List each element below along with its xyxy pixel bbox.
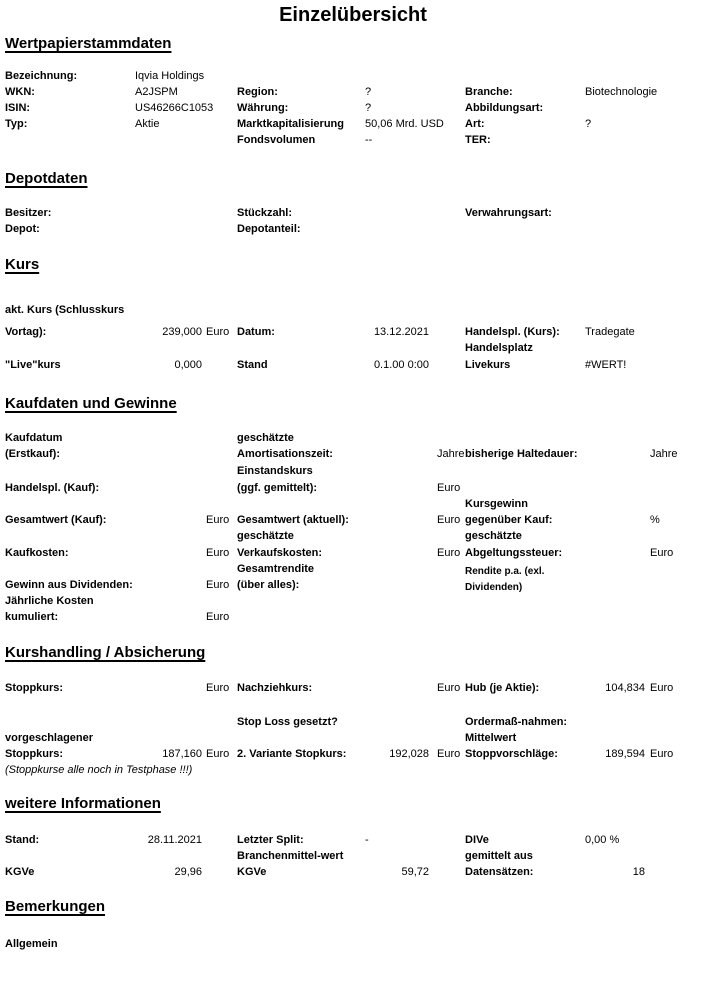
section-heading-kaufdaten: Kaufdaten und Gewinne: [5, 395, 177, 412]
kaufdatum-label-line1: Kaufdatum: [5, 432, 63, 444]
livekurs-label: "Live"kurs: [5, 359, 61, 371]
einstandskurs-unit: Euro: [437, 482, 461, 494]
jaehrliche-kosten-label-line2: kumuliert:: [5, 611, 59, 623]
dive-value: 0,00 %: [585, 834, 620, 846]
verkaufskosten-label: Verkaufskosten:: [237, 547, 322, 559]
stoppvorschlaege-unit: Euro: [650, 748, 674, 760]
schlusskurs-unit: Euro: [206, 326, 230, 338]
haltedauer-label: bisherige Haltedauer:: [465, 448, 578, 460]
handelsplatz-kurs-label: Handelspl. (Kurs):: [465, 326, 560, 338]
kaufkosten-label: Kaufkosten:: [5, 547, 69, 559]
section-heading-depotdaten: Depotdaten: [5, 170, 88, 187]
hub-unit: Euro: [650, 682, 674, 694]
gesamtwert-aktuell-label-line2: geschätzte: [237, 530, 294, 542]
rendite-pa-label-line1: Rendite p.a. (exl.: [465, 566, 545, 577]
jaehrliche-kosten-unit: Euro: [206, 611, 230, 623]
livekurs2-label: Livekurs: [465, 359, 511, 371]
isin-value: US46266C1053: [135, 102, 214, 114]
jaehrliche-kosten-label-line1: Jährliche Kosten: [5, 595, 94, 607]
depotanteil-label: Depotanteil:: [237, 223, 301, 235]
datum-label: Datum:: [237, 326, 275, 338]
section-heading-kurshandling: Kurshandling / Absicherung: [5, 644, 206, 661]
schlusskurs-value: 239,000: [162, 326, 202, 338]
kursgewinn-label-line2: gegenüber Kauf:: [465, 514, 553, 526]
isin-label: ISIN:: [5, 102, 31, 114]
allgemein-label: Allgemein: [5, 938, 58, 950]
region-label: Region:: [237, 86, 278, 98]
kgve-branche-value: 59,72: [401, 866, 429, 878]
haltedauer-unit: Jahre: [650, 448, 678, 460]
handelsplatz-kurs-value: Tradegate: [585, 326, 635, 338]
stoploss-label: Stop Loss gesetzt?: [237, 716, 338, 728]
vorgeschlagener-stoppkurs-label-line1: vorgeschlagener: [5, 732, 94, 744]
nachziehkurs-label: Nachziehkurs:: [237, 682, 313, 694]
stueckzahl-label: Stückzahl:: [237, 207, 293, 219]
region-value: ?: [365, 86, 372, 98]
marktkapitalisierung-value: 50,06 Mrd. USD: [365, 118, 444, 130]
einstandskurs-label-line1: Einstandskurs: [237, 465, 313, 477]
stand-label: Stand: [237, 359, 268, 371]
section-heading-bemerkungen: Bemerkungen: [5, 898, 106, 915]
gesamtwert-aktuell-label: Gesamtwert (aktuell):: [237, 514, 349, 526]
fondsvolumen-value: --: [365, 134, 373, 146]
rendite-pa-label-line2: Dividenden): [465, 582, 523, 593]
art-value: ?: [585, 118, 592, 130]
variante-stopkurs-unit: Euro: [437, 748, 461, 760]
stoppkurs-unit: Euro: [206, 682, 230, 694]
section-heading-kurs: Kurs: [5, 256, 40, 273]
vorgeschlagener-stoppkurs-value: 187,160: [162, 748, 202, 760]
section-heading-wertpapierstammdaten: Wertpapierstammdaten: [5, 35, 172, 52]
kursgewinn-unit: %: [650, 514, 660, 526]
abgeltungssteuer-label: Abgeltungssteuer:: [465, 547, 563, 559]
nachziehkurs-unit: Euro: [437, 682, 461, 694]
waehrung-value: ?: [365, 102, 372, 114]
kursgewinn-label-line3: geschätzte: [465, 530, 522, 542]
gesamtwert-kauf-unit: Euro: [206, 514, 230, 526]
typ-value: Aktie: [135, 118, 160, 130]
branchenmittelwert-label: Branchenmittel-wert: [237, 850, 344, 862]
abbildungsart-label: Abbildungsart:: [465, 102, 544, 114]
ordermassnahmen-label: Ordermaß-nahmen:: [465, 716, 568, 728]
datum-value: 13.12.2021: [373, 326, 429, 338]
wkn-label: WKN:: [5, 86, 35, 98]
kaufkosten-unit: Euro: [206, 547, 230, 559]
vorgeschlagener-stoppkurs-label-line2: Stoppkurs:: [5, 748, 64, 760]
verkaufskosten-unit: Euro: [437, 547, 461, 559]
livekurs2-value: #WERT!: [585, 359, 627, 371]
variante-stopkurs-value: 192,028: [389, 748, 429, 760]
mittelwert-label: Mittelwert: [465, 732, 517, 744]
wkn-value: A2JSPM: [135, 86, 178, 98]
gesamtwert-kauf-label: Gesamtwert (Kauf):: [5, 514, 107, 526]
gemittelt-aus-label: gemittelt aus: [465, 850, 533, 862]
schlusskurs-label-line2: Vortag):: [5, 326, 47, 338]
amortisationszeit-label-line1: geschätzte: [237, 432, 294, 444]
stand-datum-label: Stand:: [5, 834, 40, 846]
typ-label: Typ:: [5, 118, 28, 130]
gesamtrendite-label-line2: (über alles):: [237, 579, 300, 591]
livekurs-value: 0,000: [174, 359, 202, 371]
hub-label: Hub (je Aktie):: [465, 682, 540, 694]
branche-label: Branche:: [465, 86, 513, 98]
schlusskurs-label-line1: akt. Kurs (Schlusskurs: [5, 304, 125, 316]
abgeltungssteuer-unit: Euro: [650, 547, 674, 559]
gewinn-dividenden-label: Gewinn aus Dividenden:: [5, 579, 133, 591]
handelsplatz-kauf-label: Handelspl. (Kauf):: [5, 482, 100, 494]
stand-datum-value: 28.11.2021: [147, 834, 202, 846]
kgve-branche-label: KGVe: [237, 866, 267, 878]
testphase-note: (Stoppkurse alle noch in Testphase !!!): [5, 764, 193, 776]
ter-label: TER:: [465, 134, 491, 146]
vorgeschlagener-stoppkurs-unit: Euro: [206, 748, 230, 760]
handelsplatz-label-line2: Handelsplatz: [465, 342, 533, 354]
gesamtrendite-label-line1: Gesamtrendite: [237, 563, 315, 575]
letzter-split-label: Letzter Split:: [237, 834, 304, 846]
datensaetze-value: 18: [632, 866, 645, 878]
variante-stopkurs-label: 2. Variante Stopkurs:: [237, 748, 347, 760]
kursgewinn-label-line1: Kursgewinn: [465, 498, 528, 510]
kgve-value: 29,96: [174, 866, 202, 878]
verwahrungsart-label: Verwahrungsart:: [465, 207, 552, 219]
besitzer-label: Besitzer:: [5, 207, 52, 219]
amortisationszeit-label-line2: Amortisationszeit:: [237, 448, 333, 460]
stoppkurs-label: Stoppkurs:: [5, 682, 64, 694]
gesamtwert-aktuell-unit: Euro: [437, 514, 461, 526]
fondsvolumen-label: Fondsvolumen: [237, 134, 316, 146]
waehrung-label: Währung:: [237, 102, 289, 114]
section-heading-weitere-informationen: weitere Informationen: [5, 795, 161, 812]
depot-label: Depot:: [5, 223, 40, 235]
datensaetze-label: Datensätzen:: [465, 866, 534, 878]
gewinn-dividenden-unit: Euro: [206, 579, 230, 591]
einstandskurs-label-line2: (ggf. gemittelt):: [237, 482, 318, 494]
hub-value: 104,834: [605, 682, 645, 694]
branche-value: Biotechnologie: [585, 86, 658, 98]
kgve-label: KGVe: [5, 866, 35, 878]
bezeichnung-label: Bezeichnung:: [5, 70, 78, 82]
art-label: Art:: [465, 118, 485, 130]
letzter-split-value: -: [365, 834, 369, 846]
kaufdatum-label-line2: (Erstkauf):: [5, 448, 61, 460]
stand-value: 0.1.00 0:00: [373, 359, 429, 371]
page-title: Einzelübersicht: [279, 4, 427, 26]
marktkapitalisierung-label: Marktkapitalisierung: [237, 118, 344, 130]
dive-label: DIVe: [465, 834, 489, 846]
stoppvorschlaege-value: 189,594: [605, 748, 645, 760]
amortisationszeit-unit: Jahre: [437, 448, 465, 460]
bezeichnung-value: Iqvia Holdings: [135, 70, 205, 82]
stoppvorschlaege-label: Stoppvorschläge:: [465, 748, 558, 760]
